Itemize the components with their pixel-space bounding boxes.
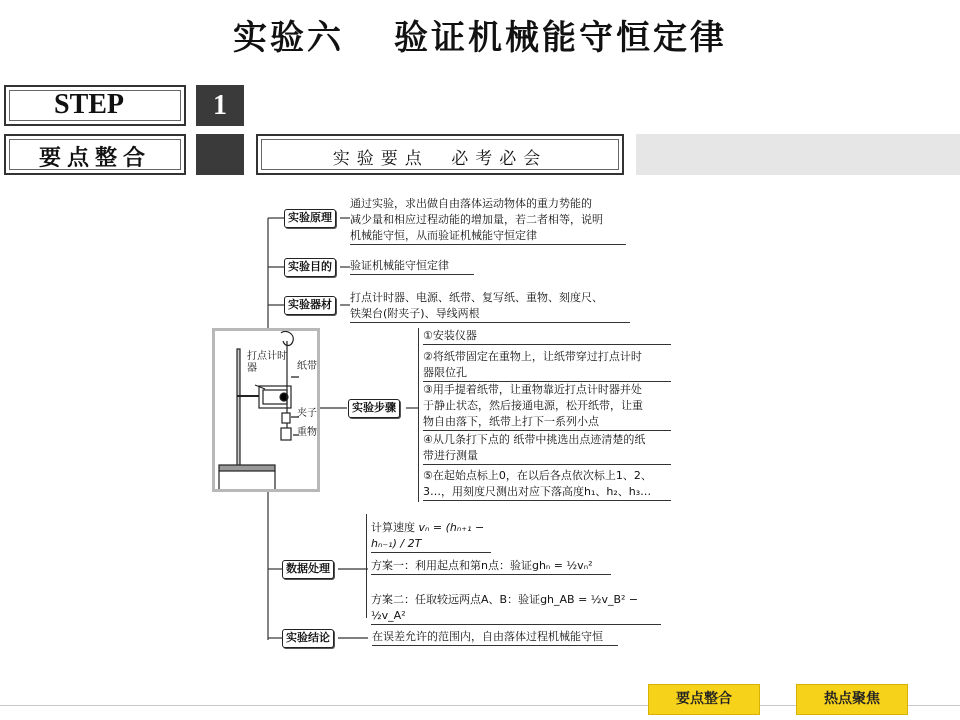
- step-3-line-1: ③用手提着纸带，让重物靠近打点计时器并处: [423, 383, 642, 396]
- purpose-text: 验证机械能守恒定律: [350, 258, 474, 275]
- step-4-line-2: 带进行测量: [423, 449, 478, 462]
- step-3-line-3: 物自由落下，纸带上打下一系列小点: [423, 415, 599, 428]
- step-2-line-2: 器限位孔: [423, 366, 467, 379]
- step-1: ①安装仪器: [423, 328, 671, 345]
- data-group: [366, 514, 663, 622]
- principle-line-2: 减少量和相应过程动能的增加量，若二者相等，说明: [350, 213, 603, 226]
- label-weight: 重物: [297, 427, 317, 438]
- node-purpose: 实验目的: [284, 258, 336, 277]
- step-label: STEP: [54, 89, 125, 120]
- step-2: [423, 349, 671, 382]
- label-clip: 夹子: [297, 408, 317, 419]
- nav-button-summary[interactable]: 要点整合: [648, 684, 760, 715]
- node-data: 数据处理: [282, 560, 334, 579]
- steps-list: [418, 328, 671, 502]
- title-part2: 验证机械能守恒定律: [394, 18, 727, 58]
- equipment-line-2: 铁架台(附夹子)、导线两根: [350, 307, 480, 320]
- equipment-line-1: 打点计时器、电源、纸带、复写纸、重物、刻度尺、: [350, 291, 603, 304]
- nav-button-hotspots[interactable]: 热点聚焦: [796, 684, 908, 715]
- principle-line-3: 机械能守恒，从而验证机械能守恒定律: [350, 229, 537, 242]
- principle-line-1: 通过实验，求出做自由落体运动物体的重力势能的: [350, 197, 592, 210]
- node-steps: 实验步骤: [348, 399, 400, 418]
- speed-formula-line: [371, 520, 491, 553]
- conclusion-text: 在误差允许的范围内，自由落体过程机械能守恒: [372, 629, 618, 646]
- node-equipment: 实验器材: [284, 296, 336, 315]
- step-4: [423, 432, 671, 465]
- step-number: 1: [196, 85, 244, 126]
- step-3: [423, 382, 671, 431]
- principle-text: [350, 196, 626, 245]
- step-2-line-1: ②将纸带固定在重物上，让纸带穿过打点计时: [423, 350, 642, 363]
- speed-prefix: 计算速度: [371, 521, 415, 534]
- step-5: [423, 468, 671, 501]
- equipment-text: [350, 290, 630, 323]
- step-5-line-2: 3…，用刻度尺测出对应下落高度h₁、h₂、h₃…: [423, 485, 652, 498]
- label-timer: 打点计时器: [247, 351, 287, 374]
- label-tape: 纸带: [297, 361, 317, 372]
- plan-1: 方案一：利用起点和第n点：验证ghₙ = ½vₙ²: [371, 558, 611, 575]
- apparatus-figure: [212, 328, 320, 492]
- step-4-line-1: ④从几条打下点的 纸带中挑选出点迹清楚的纸: [423, 433, 646, 446]
- speed-formula: vₙ = (hₙ₊₁ − hₙ₋₁) / 2T: [371, 521, 485, 550]
- step-5-line-1: ⑤在起始点标上0，在以后各点依次标上1、2、: [423, 469, 652, 482]
- node-principle: 实验原理: [284, 209, 336, 228]
- title-part1: 实验六: [233, 18, 344, 58]
- plan-2: 方案二：任取较远两点A、B：验证gh_AB = ½v_B² − ½v_A²: [371, 592, 661, 625]
- summary-label: 要点整合: [38, 146, 151, 171]
- node-conclusion: 实验结论: [282, 629, 334, 648]
- subtitle-label: 实验要点 必考必会: [332, 149, 548, 169]
- step-3-line-2: 于静止状态，然后接通电源，松开纸带，让重: [423, 399, 643, 412]
